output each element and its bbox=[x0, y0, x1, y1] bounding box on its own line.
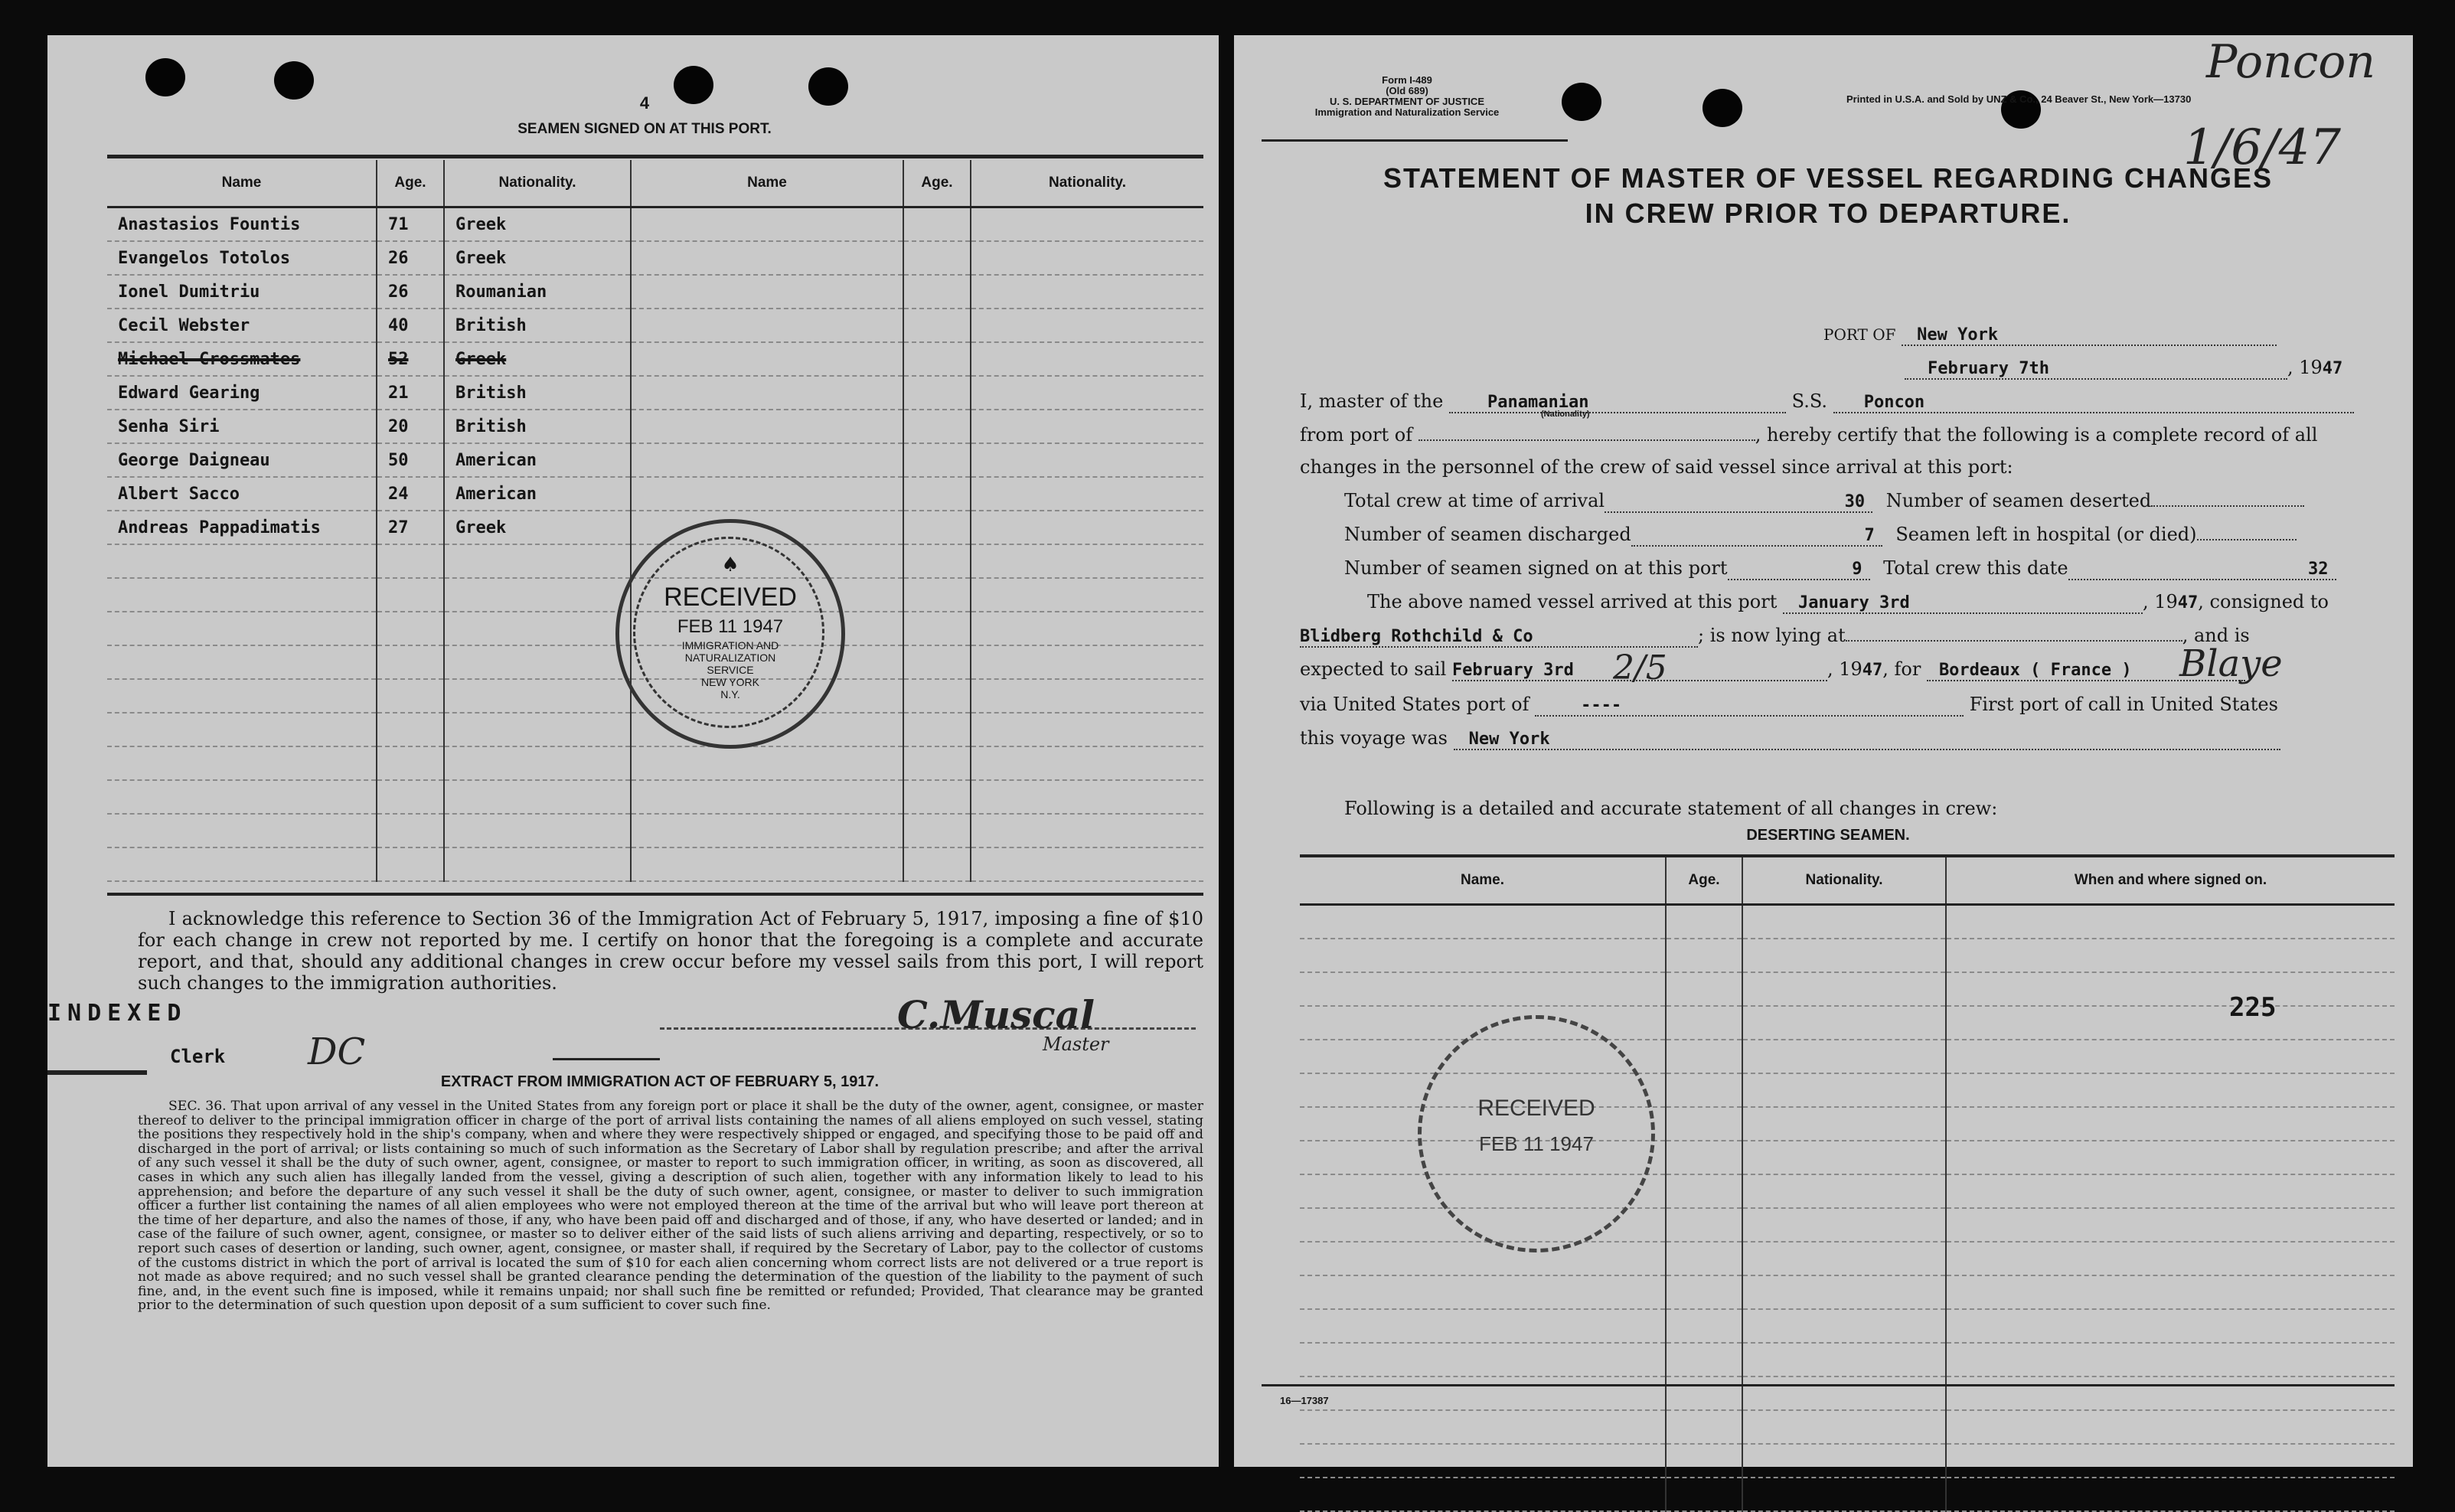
col-header: Nationality. bbox=[971, 160, 1203, 207]
table-row bbox=[107, 410, 1203, 443]
form-number: Form I-489 bbox=[1382, 74, 1432, 86]
nationality-caption: (Nationality) bbox=[1540, 410, 1590, 419]
table-row bbox=[107, 477, 1203, 511]
sail-value bbox=[1451, 648, 1827, 687]
consignee-value: Blidberg Rothchild & Co bbox=[1300, 627, 1698, 648]
arrived-label: The above named vessel arrived at this port bbox=[1367, 591, 1778, 612]
via-label: via United States port of bbox=[1300, 694, 1529, 715]
bottom-rule bbox=[107, 893, 1203, 896]
handwritten-vessel: Poncon bbox=[2206, 35, 2376, 89]
sail-line bbox=[1300, 642, 2283, 687]
following-text: Following is a detailed and accurate statement of all changes in crew: bbox=[1344, 798, 1998, 819]
printer-credit: Printed in U.S.A. and Sold by UNZ & Co., 24 Beaver St., New York—13730 bbox=[1846, 93, 2192, 105]
destination-value bbox=[1927, 642, 2283, 685]
port-label: PORT OF bbox=[1823, 325, 1896, 344]
sail-date-text: February 3rd bbox=[1451, 661, 1574, 680]
master-signature: C.Muscal bbox=[897, 992, 1095, 1037]
voyage-value: New York bbox=[1454, 730, 2280, 750]
left-page bbox=[47, 35, 1219, 1467]
master-of-label: I, master of the bbox=[1300, 390, 1444, 412]
footer-rule bbox=[1262, 1384, 2395, 1386]
seaman-nationality: British bbox=[444, 410, 631, 443]
punch-hole bbox=[1562, 83, 1601, 121]
changes-line: changes in the personnel of the crew of said vessel since arrival at this port: bbox=[1300, 456, 2013, 478]
arrived-year-prefix: , 19 bbox=[2143, 591, 2178, 612]
section-36-text: SEC. 36. That upon arrival of any vessel in the United States from any foreign port or place it shall be the duty of the owner, agent, consignee, or master thereof to deliver to the principal immigration officer in charge of the port of arrival lists containing the names of all aliens employed on such vessel, stating the positions they respectively hold in the ship's company, when and where they were respectively shipped or engaged, and specifying those to be paid off and discharged in the port of arrival; or lists containing so much of such information as the Secretary of Labor shall by regulation prescribe; and after the arrival of any such vessel it shall be the duty of such owner, agent, consignee, or master to report to such immigration officer, in writing, as soon as discovered, all cases in which any such alien has illegally landed from the vessel, giving a description of such alien, together with any information likely to lead to his apprehension; and before the departure of any such vessel it shall be the duty of such owner, agent, consignee, or master to deliver to such immigration officer a further list containing the names of all alien employees who were not employed thereon at the time of the arrival but who will leave port thereon at the time of her departure, and also the names of those, if any, who have been paid off and discharged and of those, if any, who have deserted or landed; and in case of the failure of such owner, agent, consignee, or master so to deliver either of the said lists of such aliens arriving and departing, respectively, or so to report such cases of desertion or landing, such owner, agent, consignee, or master shall, if required by the Secretary of Labor, pay to the collector of customs of the customs district in which the port of arrival is located the sum of $10 for each alien concerning whom correct lists are not delivered or a true report is not made as above required; and no such vessel shall be granted clearance pending the determination of the question of the liability to the payment of such fine, and, in the event such fine is imposed, while it remains unpaid; nor shall such fine be remitted or refunded; Provided, That clearance may be granted prior to the determination of such question upon deposit of a sum sufficient to cover such fine. bbox=[138, 1099, 1203, 1314]
master-label: Master bbox=[1043, 1034, 1109, 1055]
footer-code: 16—17387 bbox=[1280, 1395, 1329, 1406]
table-row-empty bbox=[1300, 1343, 2395, 1376]
stamp-line: NATURALIZATION bbox=[684, 651, 776, 664]
received-stamp: ♠ RECEIVED FEB 11 1947 IMMIGRATION AND NATURALIZATION SERVICE NEW YORK N.Y. bbox=[615, 519, 845, 749]
port-value: New York bbox=[1902, 325, 2277, 346]
stamp-line: NEW YORK bbox=[701, 676, 759, 688]
hospital-label: Seamen left in hospital (or died) bbox=[1895, 524, 2197, 545]
consignee-line bbox=[1300, 625, 2250, 648]
seaman-name: Ionel Dumitriu bbox=[107, 275, 377, 309]
first-port-label: First port of call in United States bbox=[1969, 694, 2278, 715]
seaman-name: Andreas Pappadimatis bbox=[107, 511, 377, 544]
signed-on-table bbox=[107, 160, 1203, 882]
seaman-nationality: Greek bbox=[444, 241, 631, 275]
total-crew-date-label: Total crew this date bbox=[1883, 557, 2068, 579]
table-row bbox=[107, 207, 1203, 242]
stamp-line: N.Y. bbox=[720, 688, 740, 700]
seaman-age: 50 bbox=[377, 443, 444, 477]
clerk-initials: DC bbox=[308, 1030, 366, 1073]
arrived-year: 47 bbox=[2177, 593, 2199, 612]
clerk-rule bbox=[553, 1058, 660, 1060]
stamp-word: RECEIVED bbox=[1477, 1096, 1595, 1121]
col-header: Age. bbox=[903, 160, 971, 207]
service: Immigration and Naturalization Service bbox=[1314, 106, 1500, 118]
date-value: February 7th bbox=[1905, 359, 2287, 380]
table-row-empty bbox=[1300, 1309, 2395, 1343]
crew-arrival-value: 30 bbox=[1605, 492, 1872, 513]
department: U. S. DEPARTMENT OF JUSTICE bbox=[1330, 96, 1484, 107]
seaman-nationality: Roumanian bbox=[444, 275, 631, 309]
seaman-name: Cecil Webster bbox=[107, 309, 377, 342]
sail-handwritten: 2/5 bbox=[1612, 648, 1667, 687]
from-port-blank bbox=[1418, 439, 1755, 441]
nationality-text: Panamanian bbox=[1487, 393, 1589, 412]
table-row-empty bbox=[1300, 1242, 2395, 1275]
seaman-nationality: British bbox=[444, 309, 631, 342]
number-225: 225 bbox=[2229, 992, 2277, 1023]
arrived-line bbox=[1367, 591, 2329, 614]
seaman-nationality: American bbox=[444, 477, 631, 511]
lying-blank bbox=[1846, 640, 2182, 642]
seaman-nationality: American bbox=[444, 443, 631, 477]
col-header: Name bbox=[631, 160, 903, 207]
seaman-age: 52 bbox=[377, 342, 444, 376]
crew-arrival-line bbox=[1344, 490, 2304, 513]
table-row-empty bbox=[1300, 1376, 2395, 1410]
table-row bbox=[107, 511, 1203, 544]
deserted-blank bbox=[2151, 505, 2304, 507]
table-row-empty bbox=[107, 746, 1203, 780]
acknowledgement-text: I acknowledge this reference to Section 36 of the Immigration Act of February 5, 1917, imposing a fine of $10 for each change in crew not reported by me. I certify on honor that the foregoing is a complete and accurate report, and that, should any additional changes in crew occur before my vessel sails from this port, I will report such changes to the immigration authorities. bbox=[138, 908, 1203, 994]
crew-arrival-label: Total crew at time of arrival bbox=[1344, 490, 1605, 511]
table-row-empty bbox=[1300, 1410, 2395, 1444]
from-port-label: from port of bbox=[1300, 424, 1413, 446]
certify-text: , hereby certify that the following is a complete record of all bbox=[1755, 424, 2318, 446]
col-header: Age. bbox=[377, 160, 444, 207]
table-row-empty bbox=[107, 814, 1203, 847]
deserted-label: Number of seamen deserted bbox=[1885, 490, 2152, 511]
table-row bbox=[107, 309, 1203, 342]
stamp-line: SERVICE bbox=[707, 664, 754, 676]
punch-hole bbox=[274, 61, 314, 100]
date-line bbox=[1905, 357, 2342, 380]
header-rule bbox=[1262, 139, 1568, 142]
seaman-name: Senha Siri bbox=[107, 410, 377, 443]
col-header: Nationality. bbox=[444, 160, 631, 207]
consigned-label: , consigned to bbox=[2198, 591, 2329, 612]
for-label: , for bbox=[1882, 658, 1921, 680]
sail-year-prefix: , 19 bbox=[1827, 658, 1862, 680]
and-is-label: , and is bbox=[2182, 625, 2250, 646]
discharged-label: Number of seamen discharged bbox=[1344, 524, 1631, 545]
seaman-nationality: Greek bbox=[444, 511, 631, 544]
ss-label: S.S. bbox=[1791, 390, 1828, 412]
clerk-label: Clerk bbox=[170, 1046, 226, 1067]
col-header: Name bbox=[107, 160, 377, 207]
seaman-name: Albert Sacco bbox=[107, 477, 377, 511]
form-old-number: (Old 689) bbox=[1386, 85, 1428, 96]
table-row-empty bbox=[1300, 1275, 2395, 1309]
deserting-title: DESERTING SEAMEN. bbox=[1746, 827, 1910, 844]
destination-text: Bordeaux ( France ) bbox=[1938, 661, 2132, 680]
from-port-line bbox=[1300, 424, 2317, 446]
arrived-value: January 3rd bbox=[1783, 593, 2143, 614]
punch-hole bbox=[1703, 89, 1742, 127]
discharged-value: 7 bbox=[1631, 526, 1882, 547]
via-value: ---- bbox=[1535, 696, 1964, 717]
stamp-date: FEB 11 1947 bbox=[677, 616, 784, 637]
table-row-empty bbox=[107, 847, 1203, 881]
master-of-line bbox=[1300, 390, 2354, 419]
year-value: 47 bbox=[2322, 359, 2343, 378]
table-row-empty bbox=[1300, 1478, 2395, 1511]
seaman-age: 26 bbox=[377, 241, 444, 275]
handwritten-date: 1/6/47 bbox=[2183, 119, 2341, 176]
seaman-name: Evangelos Totolos bbox=[107, 241, 377, 275]
nationality-value bbox=[1449, 393, 1786, 419]
table-row-empty bbox=[1300, 905, 2395, 939]
destination-handwritten: Blaye bbox=[2179, 642, 2283, 685]
seaman-name: George Daigneau bbox=[107, 443, 377, 477]
section-title: SEAMEN SIGNED ON AT THIS PORT. bbox=[517, 121, 772, 137]
page-number: 4 bbox=[639, 93, 650, 113]
voyage-label: this voyage was bbox=[1300, 727, 1448, 749]
table-row bbox=[107, 443, 1203, 477]
discharged-line bbox=[1344, 524, 2297, 547]
total-crew-date-value: 32 bbox=[2068, 560, 2336, 580]
form-title-line1: STATEMENT OF MASTER OF VESSEL REGARDING CHANGES bbox=[1383, 162, 2274, 194]
via-line bbox=[1300, 694, 2278, 717]
table-row-empty bbox=[1300, 1444, 2395, 1478]
year-prefix: , 19 bbox=[2287, 357, 2323, 378]
seaman-nationality: Greek bbox=[444, 207, 631, 242]
extract-title: EXTRACT FROM IMMIGRATION ACT OF FEBRUARY 5, 1917. bbox=[440, 1073, 880, 1090]
col-header: When and where signed on. bbox=[1946, 857, 2395, 905]
seaman-age: 71 bbox=[377, 207, 444, 242]
seaman-age: 26 bbox=[377, 275, 444, 309]
voyage-line bbox=[1300, 727, 2280, 750]
punch-hole bbox=[808, 67, 848, 106]
table-row-empty bbox=[1300, 939, 2395, 972]
seaman-name: Michael Crossmates bbox=[107, 342, 377, 376]
col-header: Age. bbox=[1666, 857, 1742, 905]
signed-on-value: 9 bbox=[1728, 560, 1870, 580]
seaman-age: 24 bbox=[377, 477, 444, 511]
seaman-nationality: Greek bbox=[444, 342, 631, 376]
lying-label: ; is now lying at bbox=[1698, 625, 1846, 646]
sail-year: 47 bbox=[1862, 661, 1883, 680]
seaman-nationality: British bbox=[444, 376, 631, 410]
right-page bbox=[1234, 35, 2413, 1467]
seaman-name: Anastasios Fountis bbox=[107, 207, 377, 242]
port-line bbox=[1823, 323, 2277, 346]
stamp-date: FEB 11 1947 bbox=[1479, 1132, 1594, 1155]
stamp-line: IMMIGRATION AND bbox=[681, 639, 779, 651]
form-title-line2: IN CREW PRIOR TO DEPARTURE. bbox=[1585, 198, 2071, 229]
top-rule bbox=[107, 155, 1203, 158]
signed-on-line bbox=[1344, 557, 2336, 580]
seaman-age: 27 bbox=[377, 511, 444, 544]
expected-label: expected to sail bbox=[1300, 658, 1447, 680]
table-row-struck bbox=[107, 342, 1203, 376]
seaman-age: 40 bbox=[377, 309, 444, 342]
seaman-age: 21 bbox=[377, 376, 444, 410]
punch-hole bbox=[145, 58, 185, 96]
seaman-age: 20 bbox=[377, 410, 444, 443]
col-header: Nationality. bbox=[1742, 857, 1946, 905]
col-header: Name. bbox=[1300, 857, 1666, 905]
indexed-rule bbox=[47, 1070, 147, 1075]
stamp-word: RECEIVED bbox=[664, 583, 797, 612]
table-row-empty bbox=[107, 780, 1203, 814]
punch-hole bbox=[674, 66, 713, 104]
received-stamp-2 bbox=[1418, 1015, 1655, 1252]
table-row bbox=[107, 275, 1203, 309]
table-row bbox=[107, 241, 1203, 275]
indexed-stamp: INDEXED bbox=[47, 1000, 188, 1027]
hospital-blank bbox=[2197, 539, 2297, 540]
seaman-name: Edward Gearing bbox=[107, 376, 377, 410]
table-row bbox=[107, 376, 1203, 410]
vessel-value: Poncon bbox=[1833, 393, 2354, 413]
signed-on-label: Number of seamen signed on at this port bbox=[1344, 557, 1728, 579]
